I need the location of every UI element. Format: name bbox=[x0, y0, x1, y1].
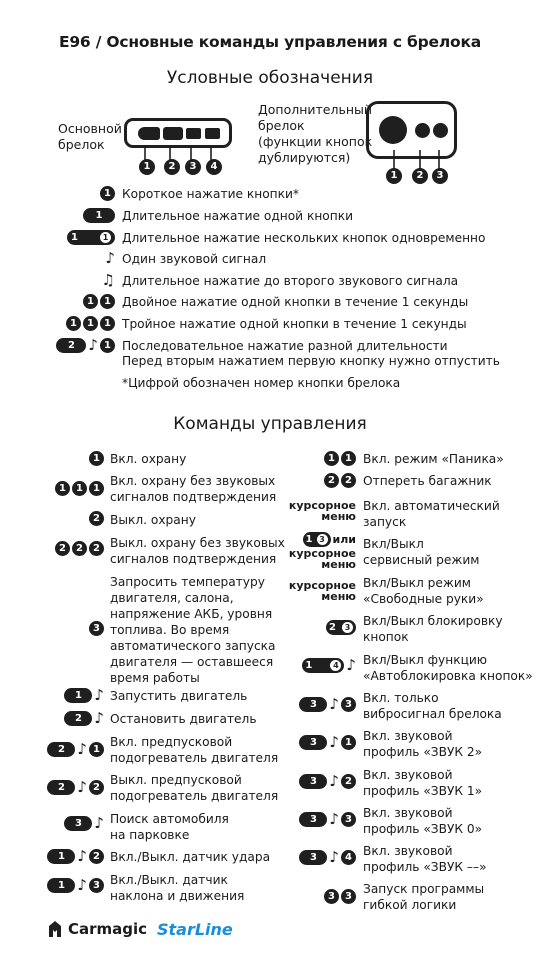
cmd-symbol: 3 3 bbox=[280, 889, 356, 904]
legend-item: Перед вторым нажатием первую кнопку нужно отпустить bbox=[122, 354, 500, 368]
cmd-text: Вкл. охрану без звуковых сигналов подтверждения bbox=[110, 474, 277, 504]
cmd-text: Вкл. звуковой профиль «ЗВУК 2» bbox=[363, 729, 483, 759]
cmd-symbol: 1 ♪ 3 bbox=[20, 878, 104, 893]
cmd-symbol: 3 ♪ 3 bbox=[280, 697, 356, 712]
cmd-symbol: 3 ♪ 1 bbox=[280, 735, 356, 750]
cmd-text: Поиск автомобиля на парковке bbox=[110, 812, 229, 842]
legend-heading: Условные обозначения bbox=[166, 68, 374, 88]
cmd-symbol: 2 2 bbox=[280, 473, 356, 488]
cmd-text: Запустить двигатель bbox=[110, 689, 248, 703]
main-fob-label: Основной брелок bbox=[58, 121, 122, 152]
cmd-text: Выкл. предпусковой подогреватель двигателя bbox=[110, 773, 279, 803]
main-fob-numbers: 1 2 3 4 bbox=[139, 159, 222, 175]
cmd-symbol: 2 ♪ 2 bbox=[20, 780, 104, 795]
cmd-symbol: 1 bbox=[20, 451, 104, 466]
cmd-text: Вкл. звуковой профиль «ЗВУК ––» bbox=[363, 844, 487, 874]
legend-item: Длительное нажатие до второго звукового сигнала bbox=[122, 274, 459, 288]
extra-fob-label: Дополнительный брелок (функции кнопок дублируются) bbox=[258, 102, 373, 165]
cmd-text: Вкл/Выкл функцию «Автоблокировка кнопок» bbox=[363, 653, 533, 683]
cmd-text: Вкл/Выкл режим «Свободные руки» bbox=[363, 576, 484, 606]
legend-symbol-short: 1 bbox=[45, 186, 115, 201]
cmd-text: Вкл./Выкл. датчик удара bbox=[110, 850, 271, 864]
carmagic-logo bbox=[48, 920, 147, 938]
commands-heading: Команды управления bbox=[173, 414, 367, 434]
cmd-symbol: 2 3 bbox=[280, 620, 356, 635]
carmagic-logo-icon bbox=[48, 920, 62, 938]
note-icon: ♪ bbox=[105, 249, 115, 267]
cmd-symbol: 1 ♪ 2 bbox=[20, 849, 104, 864]
cmd-text: Вкл./Выкл. датчик наклона и движения bbox=[110, 873, 245, 903]
cmd-symbol: 1 3 или курсорное меню bbox=[288, 533, 356, 571]
cmd-symbol: 3 ♪ 3 bbox=[280, 812, 356, 827]
cmd-symbol: 1 4 ♪ bbox=[280, 658, 356, 673]
legend-item: Последовательное нажатие разной длительности bbox=[122, 339, 448, 353]
page-title: E96 / Основные команды управления с брелока bbox=[58, 33, 482, 51]
legend-symbol-sequence: 2 ♪ 1 bbox=[45, 338, 115, 353]
starline-logo: StarLine bbox=[157, 920, 233, 939]
cmd-text: Вкл. звуковой профиль «ЗВУК 0» bbox=[363, 806, 483, 836]
legend-symbol-double: 1 1 bbox=[45, 294, 115, 309]
legend-footnote: *Цифрой обозначен номер кнопки брелока bbox=[122, 376, 401, 390]
cmd-symbol: 2 bbox=[20, 511, 104, 526]
cmd-text: Выкл. охрану bbox=[110, 513, 196, 527]
legend-item: Длительное нажатие одной кнопки bbox=[122, 209, 354, 223]
cmd-symbol: 2 ♪ bbox=[20, 711, 104, 726]
legend-item: Длительное нажатие нескольких кнопок одновременно bbox=[122, 231, 486, 245]
extra-fob-numbers: 1 2 3 bbox=[386, 168, 448, 184]
cmd-symbol: 1 1 bbox=[280, 451, 356, 466]
cmd-symbol: 2 2 2 bbox=[20, 541, 104, 556]
cmd-symbol: 1 1 1 bbox=[20, 481, 104, 496]
legend-symbol-triple: 1 1 1 bbox=[45, 316, 115, 331]
cmd-text: Вкл. автоматический запуск bbox=[363, 499, 500, 529]
cmd-symbol: 3 bbox=[20, 621, 104, 636]
main-fob-icon bbox=[124, 118, 232, 148]
cmd-text: Вкл. режим «Паника» bbox=[363, 452, 504, 466]
legend-symbol-long: 1 bbox=[45, 208, 115, 223]
cmd-text: Отпереть багажник bbox=[363, 474, 492, 488]
legend-item: Тройное нажатие одной кнопки в течение 1 секунды bbox=[122, 317, 467, 331]
carmagic-wordmark: Carmagic bbox=[68, 920, 148, 938]
cmd-text: Вкл. звуковой профиль «ЗВУК 1» bbox=[363, 768, 483, 798]
cmd-text: Вкл. охрану bbox=[110, 452, 187, 466]
cmd-text: Вкл. только вибросигнал брелока bbox=[363, 691, 502, 721]
cmd-symbol: 2 ♪ 1 bbox=[20, 742, 104, 757]
cmd-text: Запуск программы гибкой логики bbox=[363, 882, 485, 912]
cmd-text: Остановить двигатель bbox=[110, 712, 257, 726]
cmd-text: Запросить температуру двигателя, салона, напряжение АКБ, уровня топлива. Во время автоматического запуска двигателя — оставшееся время работы bbox=[110, 575, 276, 685]
cmd-text: Вкл. предпусковой подогреватель двигателя bbox=[110, 735, 279, 765]
cmd-symbol: 3 ♪ 4 bbox=[280, 850, 356, 865]
legend-item: Двойное нажатие одной кнопки в течение 1 секунды bbox=[122, 295, 469, 309]
cmd-symbol: 3 ♪ bbox=[20, 816, 104, 831]
cmd-text: Вкл/Выкл сервисный режим bbox=[363, 537, 480, 567]
legend-symbol-multi: 1 1 bbox=[45, 230, 115, 245]
cmd-text: Вкл/Выкл блокировку кнопок bbox=[363, 614, 503, 644]
cmd-symbol: 3 ♪ 2 bbox=[280, 774, 356, 789]
double-note-icon: ♫ bbox=[101, 271, 115, 289]
cmd-text: Выкл. охрану без звуковых сигналов подтверждения bbox=[110, 536, 285, 566]
cmd-symbol: курсорное меню bbox=[288, 579, 356, 603]
legend-item: Короткое нажатие кнопки* bbox=[122, 187, 299, 201]
cmd-symbol: 1 ♪ bbox=[20, 688, 104, 703]
legend-item: Один звуковой сигнал bbox=[122, 252, 267, 266]
cmd-symbol: курсорное меню bbox=[288, 499, 356, 523]
